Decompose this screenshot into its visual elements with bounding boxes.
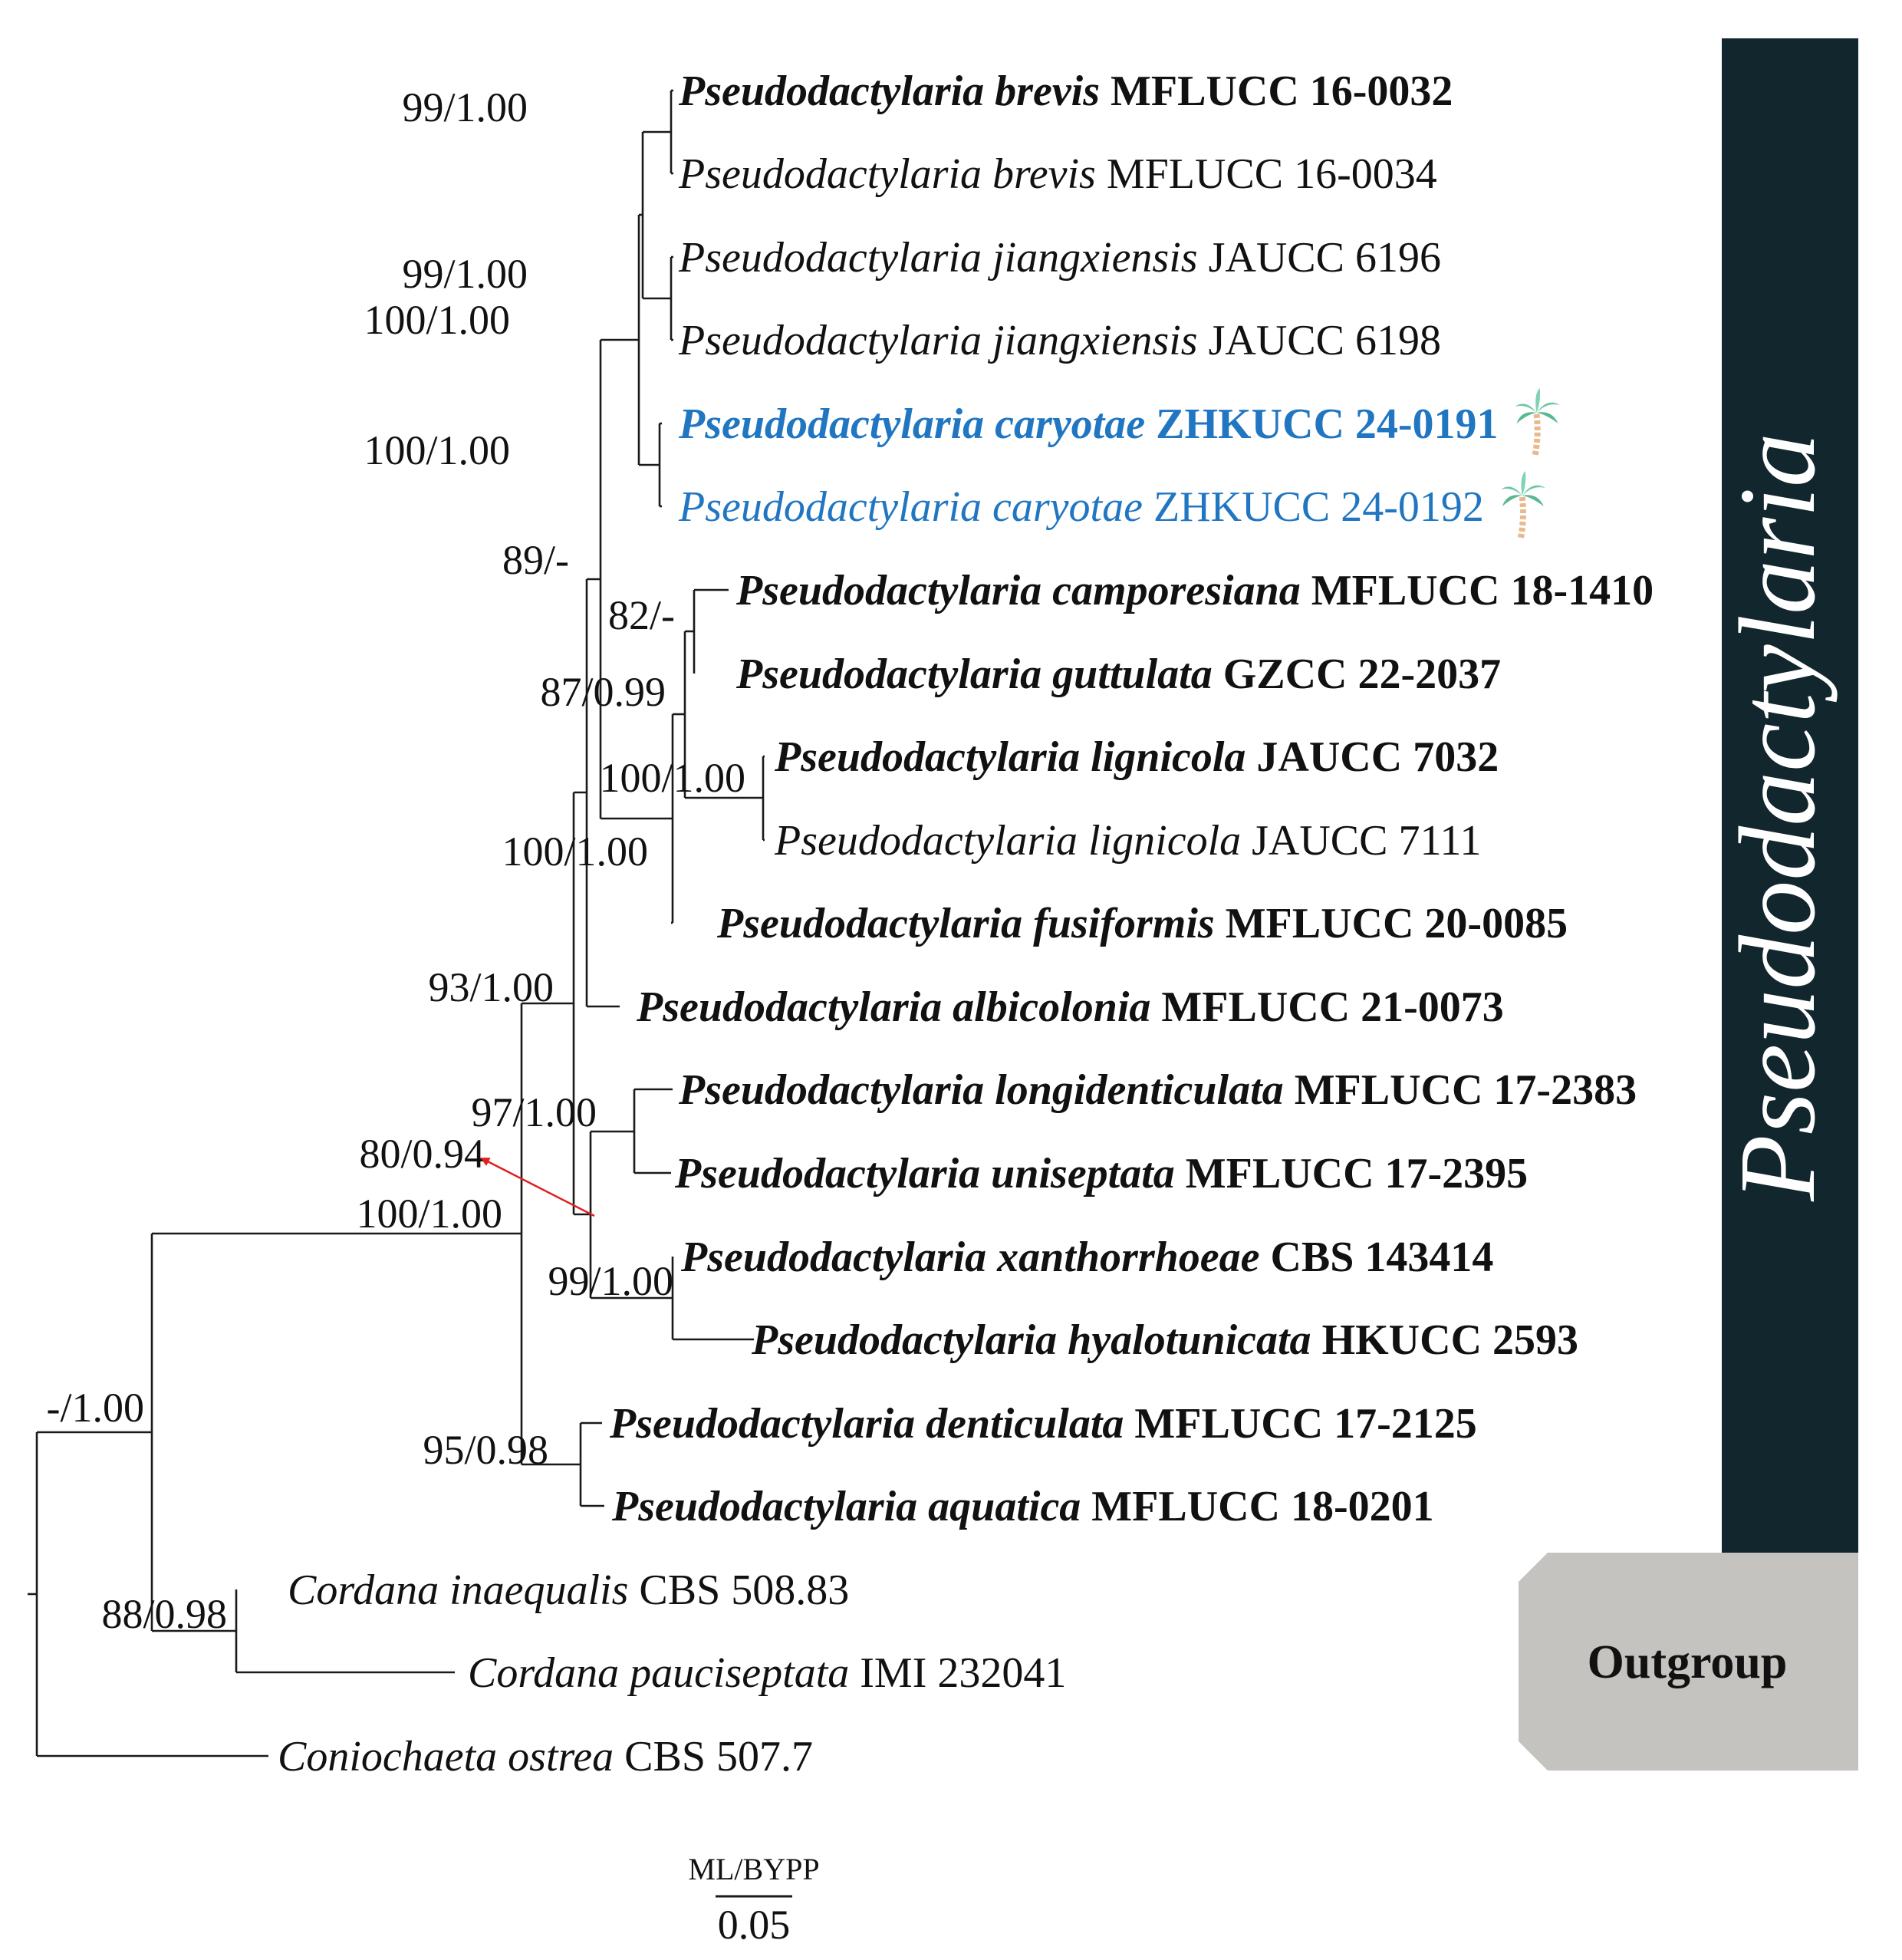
taxon-strain: IMI 232041 (849, 1649, 1067, 1697)
taxon-strain: MFLUCC 18-0201 (1081, 1483, 1434, 1530)
taxon-strain: MFLUCC 16-0034 (1095, 150, 1437, 198)
support-value: 93/1.00 (428, 964, 554, 1010)
support-value: 80/0.94 (359, 1131, 485, 1177)
taxon-species: Pseudodactylaria lignicola (775, 733, 1246, 781)
support-value: 100/1.00 (364, 297, 510, 343)
scale-value: 0.05 (717, 1902, 791, 1948)
taxon-label (278, 1733, 813, 1780)
taxon-strain: GZCC 22-2037 (1212, 651, 1502, 698)
taxon-strain: MFLUCC 16-0032 (1100, 68, 1453, 115)
taxon-strain: ZHKUCC 24-0192 (1142, 483, 1484, 531)
taxon-label (751, 1316, 1578, 1364)
palm-tree-icon (1501, 471, 1545, 539)
taxon-strain: CBS 143414 (1259, 1234, 1494, 1281)
taxon-strain: ZHKUCC 24-0191 (1145, 400, 1499, 448)
taxon-species: Pseudodactylaria lignicola (775, 817, 1242, 865)
taxon-strain: CBS 508.83 (628, 1566, 850, 1614)
taxon-species: Pseudodactylaria uniseptata (675, 1150, 1175, 1197)
taxon-strain: JAUCC 6198 (1197, 317, 1441, 364)
support-value: 99/1.00 (548, 1258, 673, 1304)
taxon-strain: CBS 507.7 (614, 1733, 813, 1780)
support-value: 100/1.00 (599, 755, 745, 801)
taxon-label (611, 1483, 1434, 1530)
taxon-label (774, 817, 1481, 865)
taxon-species: Pseudodactylaria brevis (679, 68, 1101, 115)
support-value: 100/1.00 (502, 828, 648, 875)
taxon-strain: MFLUCC 17-2125 (1124, 1400, 1477, 1448)
taxon-species: Pseudodactylaria brevis (679, 150, 1096, 198)
taxon-species: Pseudodactylaria aquatica (612, 1483, 1081, 1530)
taxon-label (678, 1066, 1637, 1114)
taxon-label (678, 400, 1499, 448)
support-value: 99/1.00 (402, 251, 528, 297)
taxon-label (716, 900, 1568, 947)
taxon-species: Pseudodactylaria jiangxiensis (679, 234, 1198, 282)
support-value: 82/- (608, 592, 675, 638)
taxon-label (678, 234, 1441, 282)
taxon-species: Pseudodactylaria fusiformis (717, 900, 1215, 947)
taxon-species: Pseudodactylaria caryotae (679, 483, 1143, 531)
taxon-species: Pseudodactylaria longidenticulata (679, 1066, 1284, 1114)
support-value: 100/1.00 (356, 1191, 502, 1237)
taxon-strain: MFLUCC 18-1410 (1300, 567, 1654, 614)
support-value: -/1.00 (46, 1385, 144, 1431)
taxon-strain: MFLUCC 17-2395 (1174, 1150, 1529, 1197)
support-value: 89/- (502, 537, 569, 583)
taxon-species: Pseudodactylaria xanthorrhoeae (681, 1234, 1260, 1281)
taxon-label (678, 68, 1453, 115)
taxon-label (609, 1400, 1477, 1448)
palm-tree-icon (1515, 388, 1560, 456)
taxon-species: Cordana inaequalis (288, 1566, 629, 1614)
taxon-label (468, 1649, 1066, 1697)
taxon-strain: JAUCC 6196 (1197, 234, 1441, 282)
taxon-strain: MFLUCC 21-0073 (1150, 983, 1504, 1031)
taxon-label (288, 1566, 849, 1614)
taxon-label (678, 150, 1437, 198)
support-value: 97/1.00 (471, 1089, 597, 1135)
taxon-label (774, 733, 1499, 781)
taxon-strain: JAUCC 7111 (1241, 817, 1482, 865)
taxon-strain: MFLUCC 20-0085 (1214, 900, 1568, 947)
taxon-label (680, 1234, 1493, 1281)
support-value: 100/1.00 (364, 427, 510, 473)
support-value: 87/0.99 (540, 669, 666, 715)
taxon-species: Pseudodactylaria guttulata (736, 651, 1213, 698)
taxon-species: Cordana pauciseptata (468, 1649, 850, 1697)
support-value: 99/1.00 (402, 84, 528, 130)
taxon-label (678, 483, 1484, 531)
taxon-species: Pseudodactylaria camporesiana (736, 567, 1301, 614)
taxon-label (678, 317, 1441, 364)
taxon-species: Pseudodactylaria denticulata (610, 1400, 1124, 1448)
support-value: 95/0.98 (423, 1427, 548, 1473)
support-value: 88/0.98 (101, 1591, 227, 1637)
taxon-strain: JAUCC 7032 (1246, 733, 1499, 781)
taxon-species: Pseudodactylaria caryotae (679, 400, 1146, 448)
scale-caption: ML/BYPP (688, 1852, 820, 1886)
taxon-strain: MFLUCC 17-2383 (1283, 1066, 1637, 1114)
taxon-species: Pseudodactylaria jiangxiensis (679, 317, 1198, 364)
taxon-label (735, 567, 1654, 614)
taxon-label (674, 1150, 1528, 1197)
taxon-species: Pseudodactylaria hyalotunicata (752, 1316, 1311, 1364)
taxon-species: Coniochaeta ostrea (278, 1733, 614, 1780)
clade-label: Pseudodactylaria (1716, 433, 1838, 1201)
taxon-label (735, 651, 1501, 698)
taxon-label (636, 983, 1504, 1031)
taxon-species: Pseudodactylaria albicolonia (637, 983, 1151, 1031)
taxon-strain: HKUCC 2593 (1311, 1316, 1579, 1364)
outgroup-label: Outgroup (1587, 1636, 1788, 1688)
